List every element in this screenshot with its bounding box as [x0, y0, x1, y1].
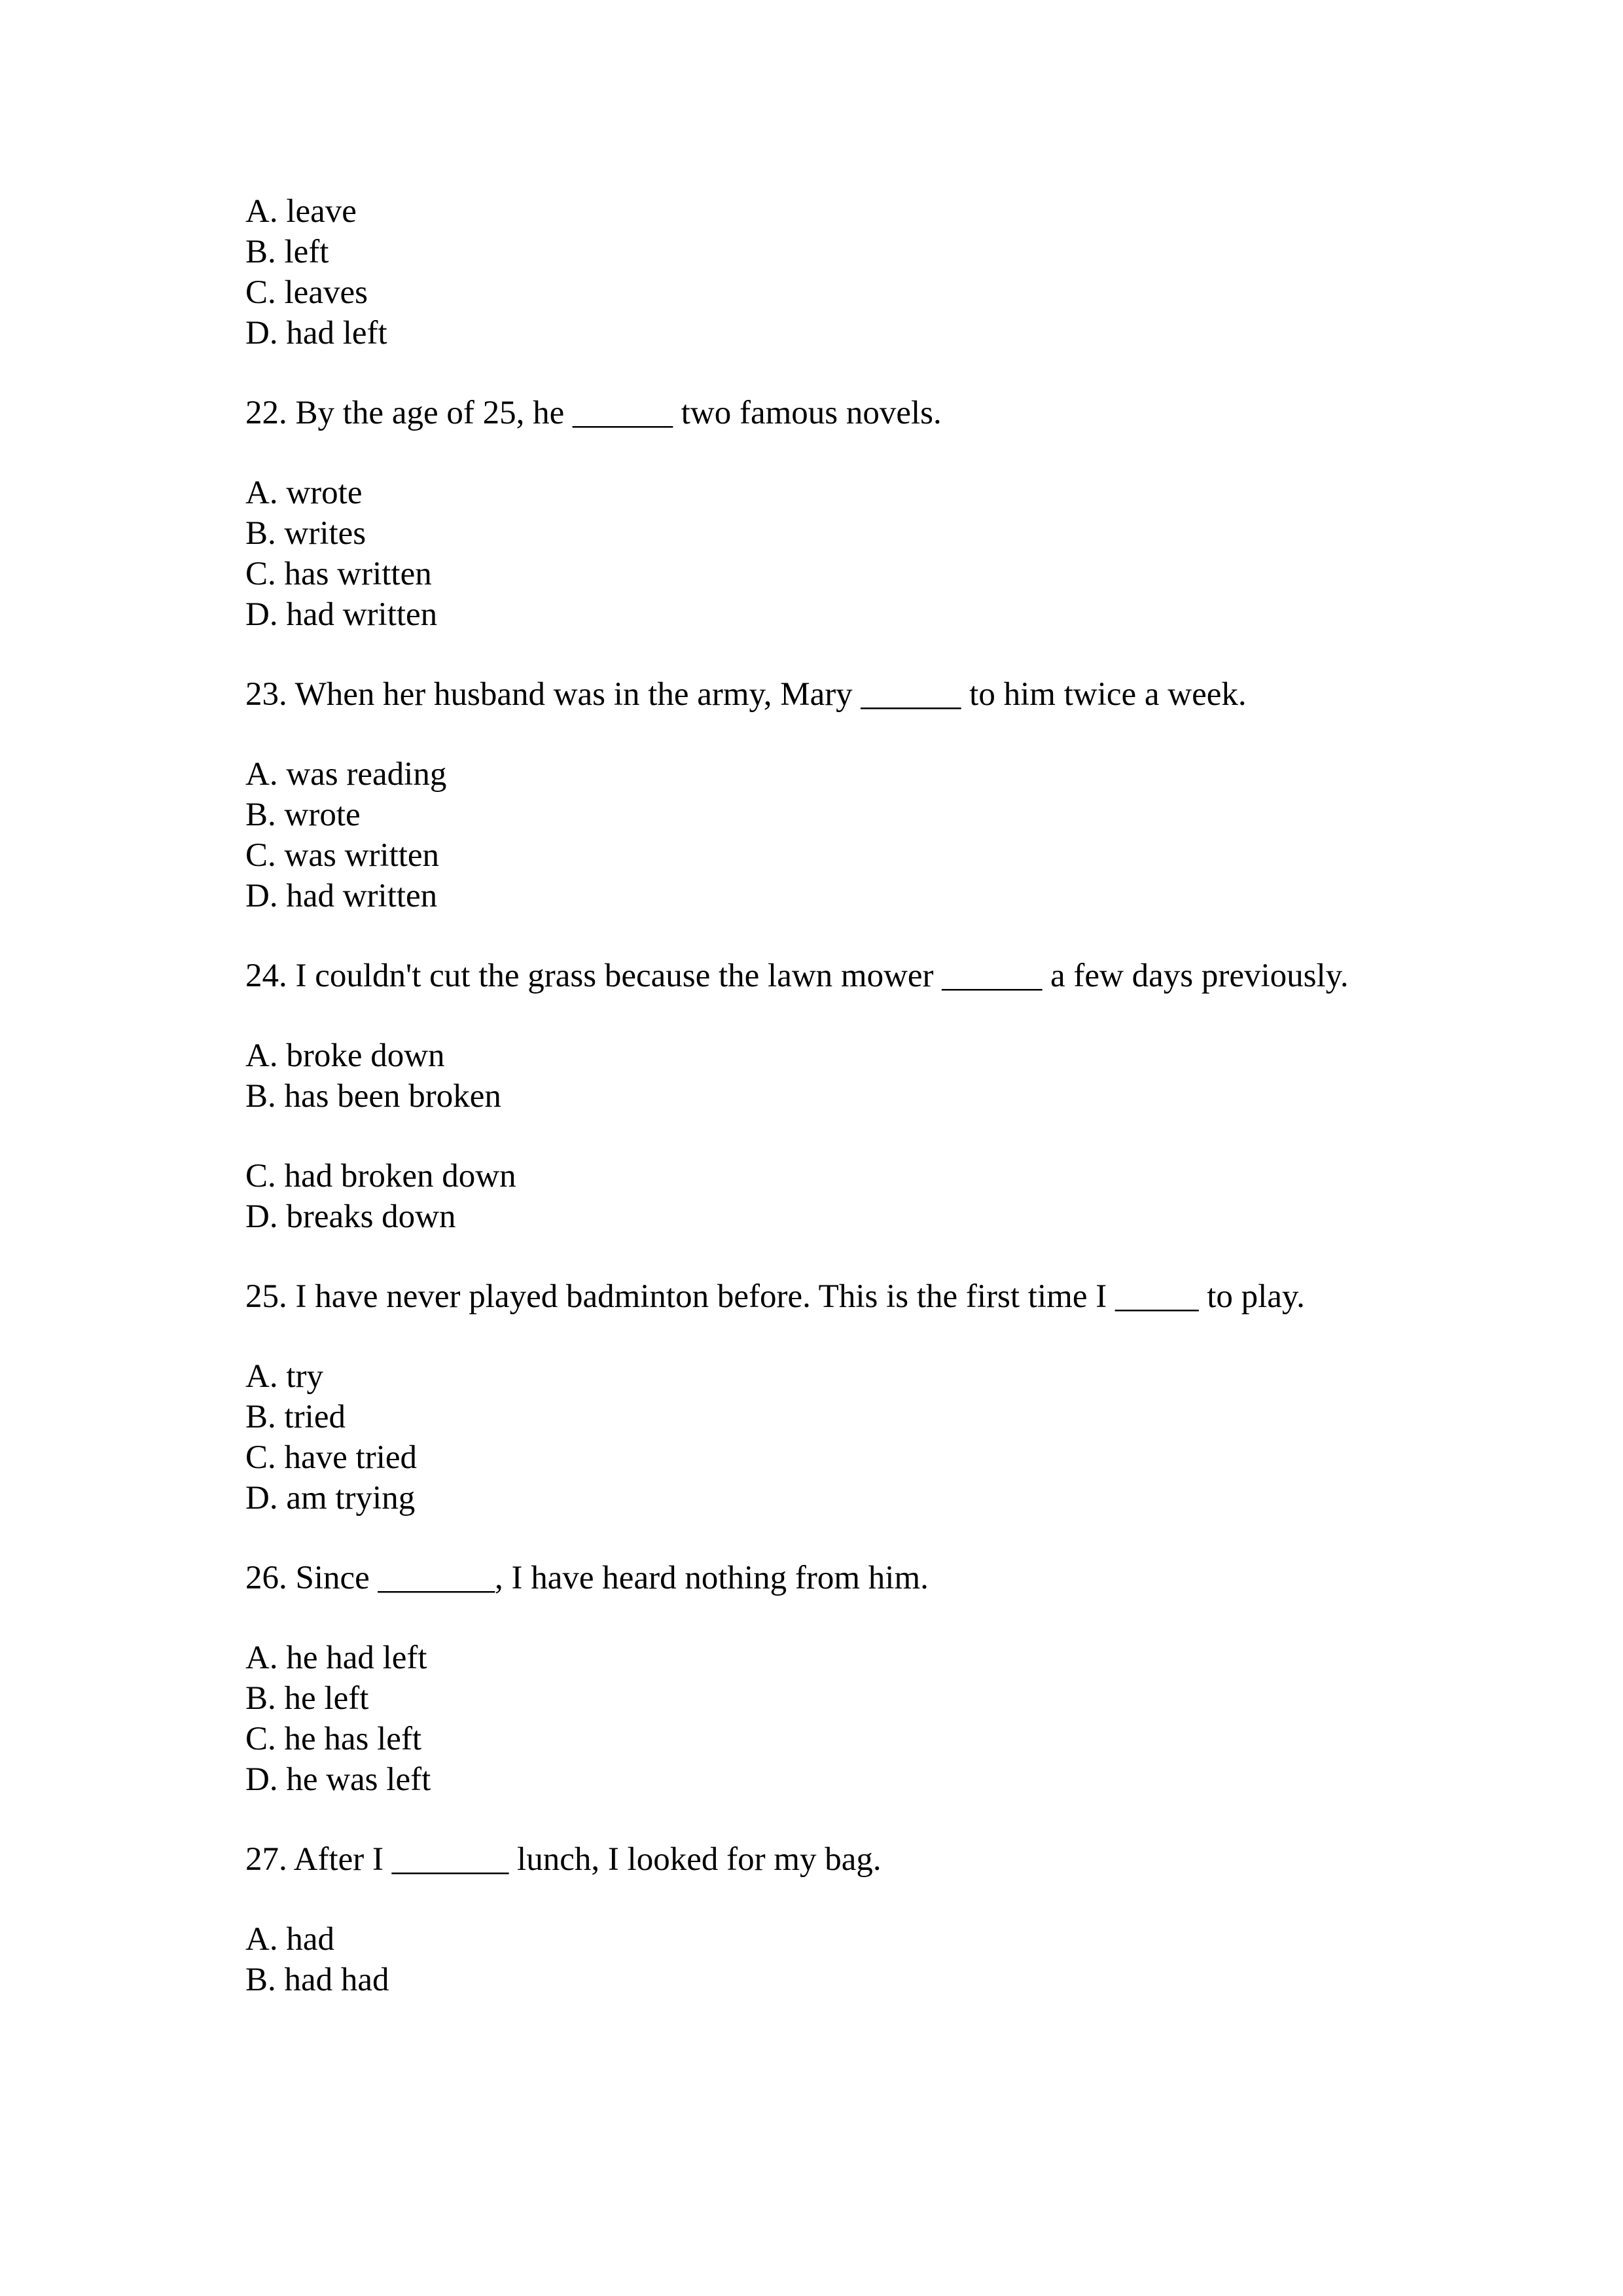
question-27	[245, 1839, 1381, 2000]
option-a: A. he had left	[245, 1640, 427, 1676]
option-b: B. left	[245, 234, 329, 270]
option-a: A. was reading	[245, 756, 447, 793]
option-a: A. had	[245, 1921, 334, 1958]
option-c: C. was written	[245, 837, 440, 874]
question-26-options	[245, 1638, 1381, 1800]
option-b: B. he left	[245, 1680, 369, 1717]
option-c: C. has written	[245, 556, 432, 592]
question-text: 24. I couldn't cut the grass because the lawn mower ______ a few days previously.	[245, 958, 1349, 994]
option-b: B. writes	[245, 515, 366, 552]
option-a: A. wrote	[245, 475, 363, 511]
option-c: C. he has left	[245, 1721, 422, 1757]
question-text: 23. When her husband was in the army, Mary ______ to him twice a week.	[245, 676, 1247, 713]
worksheet-page	[245, 191, 1381, 2000]
question-text: 27. After I _______ lunch, I looked for my bag.	[245, 1841, 882, 1878]
option-b: B. tried	[245, 1399, 346, 1435]
option-c: C. have tried	[245, 1439, 417, 1476]
option-d: D. had written	[245, 878, 438, 914]
question-26	[245, 1558, 1381, 1800]
question-22-options	[245, 473, 1381, 635]
option-b: B. has been broken	[245, 1078, 501, 1115]
question-23	[245, 674, 1381, 916]
question-27-options	[245, 1919, 1381, 2000]
option-a: A. broke down	[245, 1037, 445, 1074]
option-d: D. he was left	[245, 1761, 431, 1798]
option-d: D. had left	[245, 315, 387, 351]
question-22	[245, 393, 1381, 635]
option-c: C. had broken down	[245, 1158, 516, 1194]
question-24	[245, 956, 1381, 1237]
option-d: D. breaks down	[245, 1198, 456, 1235]
question-21-options	[245, 191, 1381, 353]
question-text: 26. Since _______, I have heard nothing from him.	[245, 1560, 929, 1596]
question-text: 22. By the age of 25, he ______ two famous novels.	[245, 395, 942, 431]
question-23-options	[245, 754, 1381, 916]
option-c: C. leaves	[245, 274, 368, 311]
option-d: D. had written	[245, 596, 438, 633]
question-25	[245, 1276, 1381, 1518]
option-a: A. try	[245, 1358, 323, 1395]
question-25-options	[245, 1356, 1381, 1518]
option-a: A. leave	[245, 193, 357, 230]
question-24-options	[245, 1035, 1381, 1237]
option-b: B. wrote	[245, 797, 361, 833]
option-b: B. had had	[245, 1962, 389, 1998]
option-d: D. am trying	[245, 1480, 416, 1516]
question-text: 25. I have never played badminton before. This is the first time I _____ to play.	[245, 1278, 1305, 1315]
